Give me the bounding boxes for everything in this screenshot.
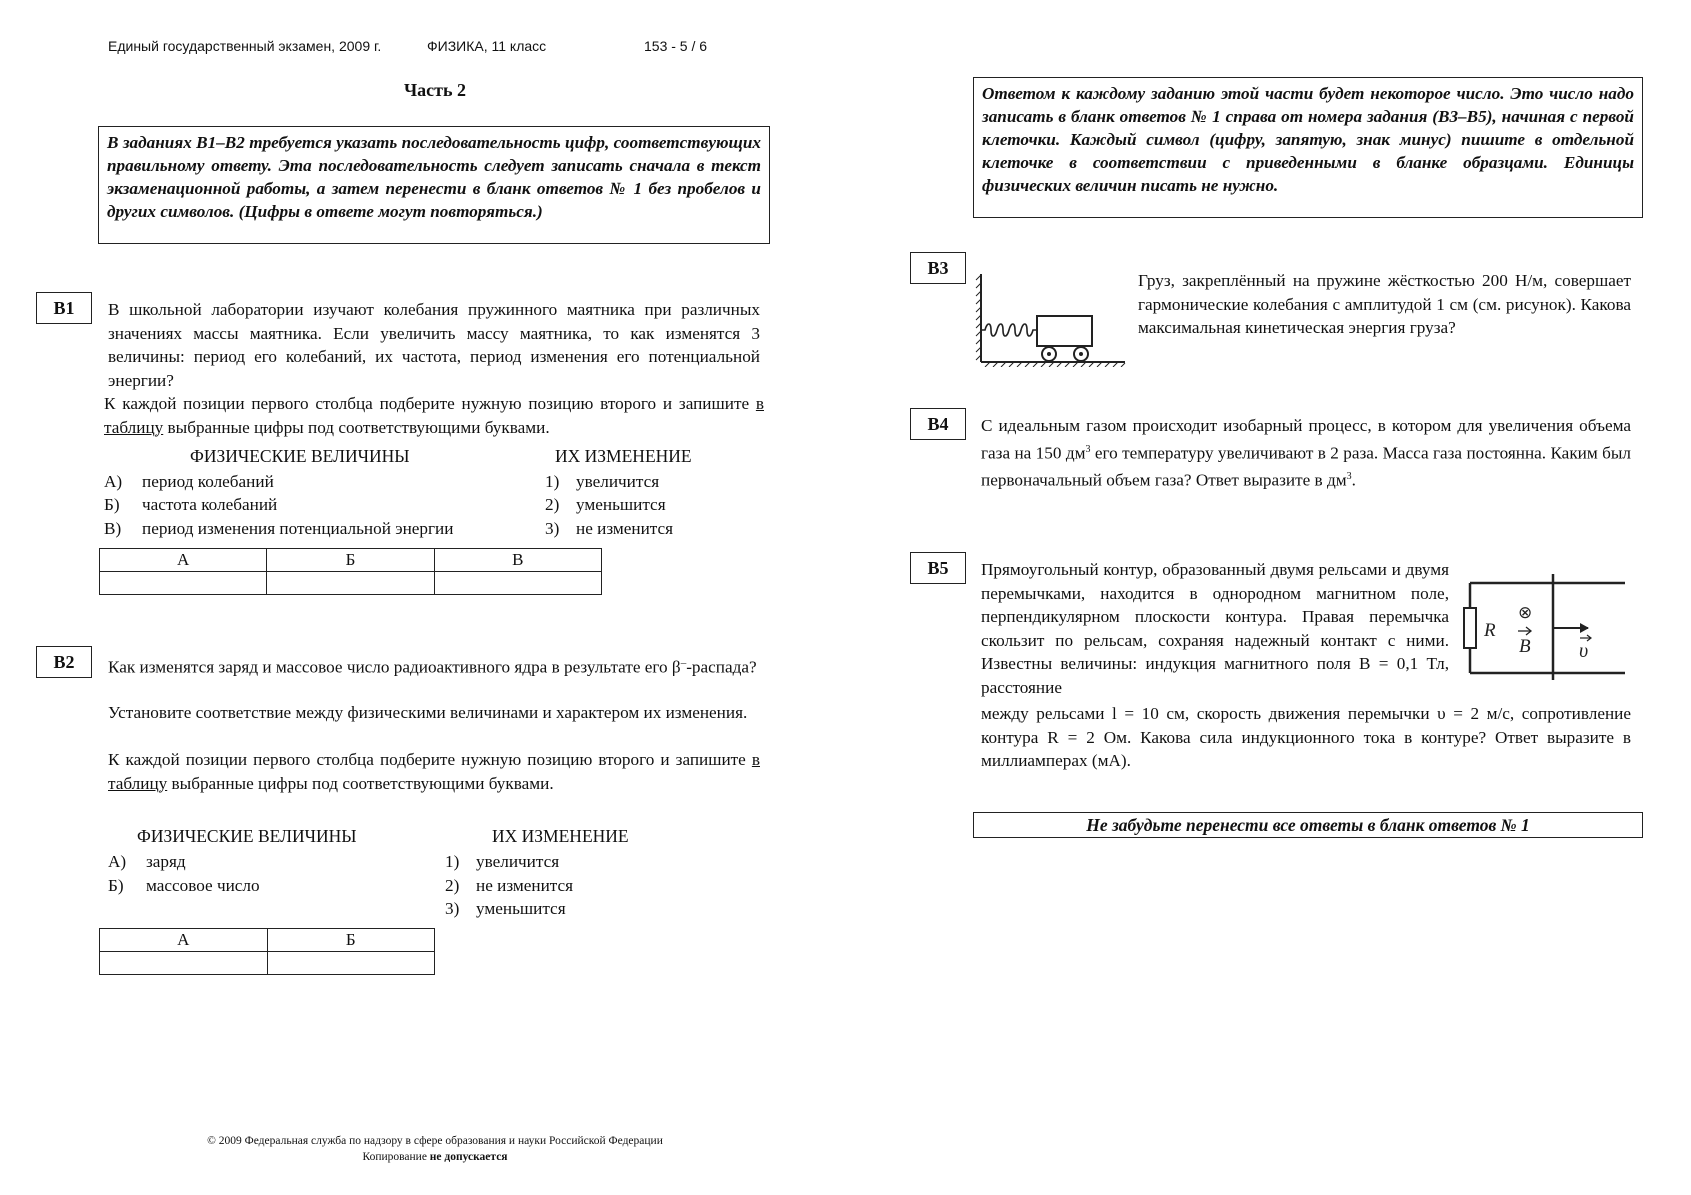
b1-right-item: 3) не изменится: [545, 519, 674, 538]
b5-question-part2: между рельсами l = 10 см, скорость движения перемычки υ = 2 м/с, сопротивление контура R = 2 Ом. Какова сила индукционного тока в контуре? Ответ выразите в миллиамперах (мА).: [981, 704, 1631, 770]
b1-instructions: К каждой позиции первого столбца подберите нужную позицию второго и запишите в таблицу выбранные цифры под соответствующими буквами.: [104, 394, 764, 437]
exam-title: Единый государственный экзамен, 2009 г.: [108, 38, 382, 54]
table-link: в таблицу: [104, 394, 764, 437]
copy-notice: Копирование не допускается: [362, 1151, 508, 1163]
b3-question: Груз, закреплённый на пружине жёсткостью 200 Н/м, совершает гармонические колебания с амплитудой 1 см (см. рисунок). Какова максимальная кинетическая энергия груза?: [1138, 271, 1631, 337]
field-into-page-symbol: ⊗: [1518, 603, 1533, 623]
b2-right-item: 2) не изменится: [445, 876, 574, 895]
table-header: А: [100, 929, 268, 952]
answer-cell[interactable]: [267, 952, 435, 975]
instructions-b3-b5: Ответом к каждому заданию этой части будет некоторое число. Это число надо записать в бланк ответов № 1 справа от номера задания (В3–В5), начиная с первой клеточки. Каждый символ (цифру, запятую, знак минус) пишите в отдельной клеточке в соответствии с приведенными в бланке образцами. Единицы физических величин писать не нужно.: [973, 77, 1643, 218]
table-header: В: [434, 549, 601, 572]
copyright: © 2009 Федеральная служба по надзору в сфере образования и науки Российской Федерации: [207, 1135, 663, 1147]
page-number: 153 - 5 / 6: [644, 38, 708, 54]
task-label-b4: B4: [910, 408, 966, 440]
b2-instructions: К каждой позиции первого столбца подберите нужную позицию второго и запишите в таблицу выбранные цифры под соответствующими буквами.: [108, 750, 760, 793]
b1-question: В школьной лаборатории изучают колебания пружинного маятника при различных значениях массы маятника. Если увеличить массу маятника, то как изменятся 3 величины: период его колебаний, их частота, период изменения его потенциальной энергии?: [108, 300, 760, 390]
answer-cell[interactable]: [434, 572, 601, 595]
b2-right-item: 3) уменьшится: [445, 899, 566, 918]
b2-question: Как изменятся заряд и массовое число радиоактивного ядра в результате его β–-распада?: [108, 657, 757, 677]
circuit-figure: [1460, 572, 1630, 682]
reminder-box: Не забудьте перенести все ответы в бланк ответов № 1: [973, 812, 1643, 838]
label-b: B: [1519, 636, 1531, 657]
answer-cell[interactable]: [267, 572, 434, 595]
b1-col2-heading: ИХ ИЗМЕНЕНИЕ: [555, 446, 692, 466]
table-header: Б: [267, 549, 434, 572]
b2-left-item: А) заряд: [108, 852, 186, 871]
b1-left-item: А) период колебаний: [104, 472, 274, 491]
instructions-b1-b2: В заданиях В1–В2 требуется указать последовательность цифр, соответствующих правильному ответу. Эта последовательность следует записать сначала в текст экзаменационной работы, а затем перенести в бланк ответов № 1 без пробелов и других символов. (Цифры в ответе могут повторяться.): [98, 126, 770, 244]
label-v: υ: [1579, 640, 1589, 662]
b1-left-item: В) период изменения потенциальной энергии: [104, 519, 454, 538]
b1-col1-heading: ФИЗИЧЕСКИЕ ВЕЛИЧИНЫ: [190, 446, 410, 466]
task-label-b1: B1: [36, 292, 92, 324]
b2-col1-heading: ФИЗИЧЕСКИЕ ВЕЛИЧИНЫ: [137, 826, 357, 846]
b2-answer-table: [99, 928, 435, 975]
task-label-b3: B3: [910, 252, 966, 284]
label-r: R: [1484, 620, 1496, 641]
footer: [150, 1133, 720, 1165]
table-header: Б: [267, 929, 435, 952]
table-header: А: [100, 549, 267, 572]
table-link: в таблицу: [108, 750, 760, 793]
task-label-b2: B2: [36, 646, 92, 678]
b1-right-item: 2) уменьшится: [545, 495, 666, 514]
b2-left-item: Б) массовое число: [108, 876, 260, 895]
spring-pendulum-figure: [975, 270, 1130, 367]
b5-question-part1: Прямоугольный контур, образованный двумя рельсами и двумя перемычками, находится в однородном магнитном поле, перпендикулярном плоскости контура. Правая перемычка скользит по рельсам, сохраняя надежный контакт с ними. Известны величины: индукция магнитного поля B = 0,1 Тл, расстояние: [981, 560, 1449, 697]
b2-paragraph: Установите соответствие между физическими величинами и характером их изменения.: [108, 703, 748, 722]
answer-cell[interactable]: [100, 952, 268, 975]
b2-right-item: 1) увеличится: [445, 852, 560, 871]
b1-left-item: Б) частота колебаний: [104, 495, 278, 514]
b4-question: С идеальным газом происходит изобарный процесс, в котором для увеличения объема газа на 150 $дм^3$ его температуру увеличивают в 2 раза. Масса газа постоянна. Каким был первоначальный объем газа? Ответ выразите в $дм^3$.: [981, 416, 1631, 490]
subject-title: ФИЗИКА, 11 класс: [427, 38, 547, 54]
b1-right-item: 1) увеличится: [545, 472, 660, 491]
task-label-b5: B5: [910, 552, 966, 584]
b2-col2-heading: ИХ ИЗМЕНЕНИЕ: [492, 826, 629, 846]
answer-cell[interactable]: [100, 572, 267, 595]
part-title: Часть 2: [403, 80, 467, 100]
b1-answer-table: [99, 548, 602, 595]
